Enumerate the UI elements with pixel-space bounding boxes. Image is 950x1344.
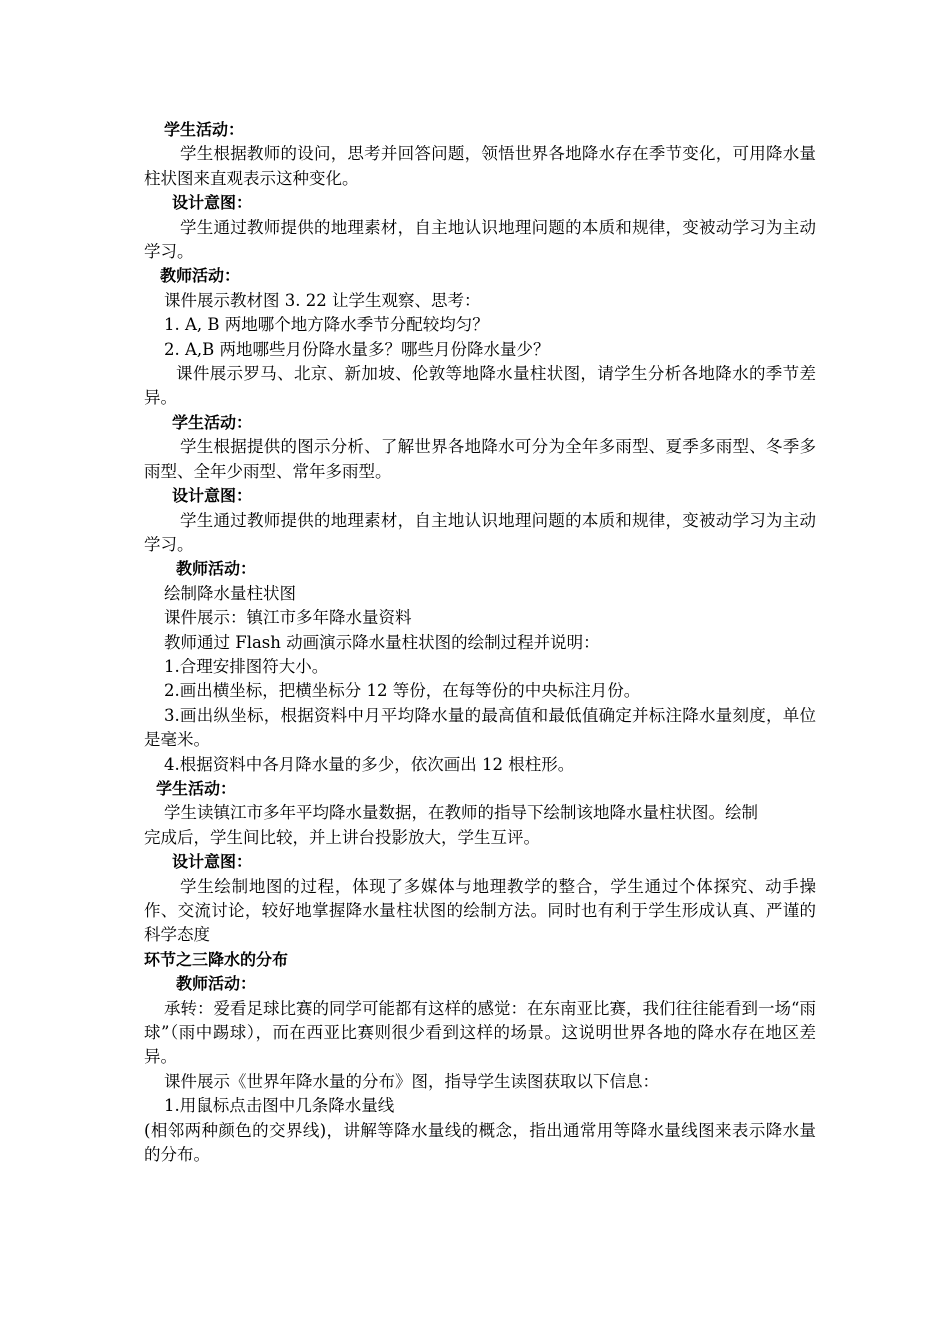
- section-heading-design-intent-3: 设计意图：: [172, 852, 253, 872]
- paragraph: 学生读镇江市多年平均降水量数据，在教师的指导下绘制该地降水量柱状图。绘制: [164, 803, 758, 823]
- list-item: 1.合理安排图符大小。: [164, 656, 329, 676]
- list-item: 3.画出纵坐标，根据资料中月平均降水量的最高值和最低值确定并标注降水量刻度，单位是毫米。: [144, 705, 816, 750]
- section-heading-student-activity-3: 学生活动：: [156, 778, 237, 798]
- section-heading-teacher-activity-2: 教师活动：: [176, 559, 257, 579]
- paragraph: 课件展示教材图 3. 22 让学生观察、思考：: [164, 290, 481, 310]
- section-heading-teacher-activity-1: 教师活动：: [160, 266, 241, 286]
- document-page: [144, 118, 816, 1167]
- paragraph: (相邻两种颜色的交界线)，讲解等降水量线的概念，指出通常用等降水量线图来表示降水量的分布。: [144, 1120, 816, 1165]
- section-heading-student-activity-2: 学生活动：: [172, 412, 253, 432]
- paragraph: 学生绘制地图的过程，体现了多媒体与地理教学的整合，学生通过个体探究、动手操作、交流讨论，较好地掌握降水量柱状图的绘制方法。同时也有利于学生形成认真、严谨的科学态度: [144, 876, 816, 945]
- paragraph: 绘制降水量柱状图: [164, 583, 296, 603]
- section-heading-design-intent-2: 设计意图：: [172, 486, 253, 506]
- section-heading-design-intent-1: 设计意图：: [172, 193, 253, 213]
- paragraph: 学生根据教师的设问，思考并回答问题，领悟世界各地降水存在季节变化，可用降水量柱状图来直观表示这种变化。: [144, 144, 816, 188]
- paragraph: 课件展示罗马、北京、新加坡、伦敦等地降水量柱状图，请学生分析各地降水的季节差异。: [144, 364, 816, 408]
- paragraph: 学生根据提供的图示分析、了解世界各地降水可分为全年多雨型、夏季多雨型、冬季多雨型、全年少雨型、常年多雨型。: [144, 437, 816, 481]
- paragraph: 教师通过 Flash 动画演示降水量柱状图的绘制过程并说明：: [164, 632, 600, 652]
- paragraph: 学生通过教师提供的地理素材，自主地认识地理问题的本质和规律，变被动学习为主动学习。: [144, 510, 816, 554]
- list-item: 2. A,B 两地哪些月份降水量多？哪些月份降水量少？: [164, 339, 550, 359]
- list-item: 1.用鼠标点击图中几条降水量线: [164, 1096, 395, 1116]
- section-heading-teacher-activity-3: 教师活动：: [176, 974, 257, 994]
- paragraph: 完成后，学生间比较，并上讲台投影放大，学生互评。: [144, 827, 540, 847]
- paragraph: 课件展示《世界年降水量的分布》图，指导学生读图获取以下信息：: [164, 1071, 659, 1091]
- list-item: 1. A, B 两地哪个地方降水季节分配较均匀？: [164, 315, 489, 335]
- list-item: 2.画出横坐标，把横坐标分 12 等份，在每等份的中央标注月份。: [164, 681, 641, 701]
- section-heading-student-activity-1: 学生活动：: [164, 120, 245, 139]
- list-item: 4.根据资料中各月降水量的多少，依次画出 12 根柱形。: [164, 754, 575, 774]
- paragraph: 承转：爱看足球比赛的同学可能都有这样的感觉：在东南亚比赛，我们往往能看到一场“雨球”（雨中踢球），而在西亚比赛则很少看到这样的场景。这说明世界各地的降水存在地区差异。: [144, 998, 816, 1067]
- section-heading-part-three: 环节之三降水的分布: [144, 949, 289, 969]
- paragraph: 学生通过教师提供的地理素材，自主地认识地理问题的本质和规律，变被动学习为主动学习。: [144, 217, 816, 262]
- paragraph: 课件展示：镇江市多年降水量资料: [164, 608, 412, 628]
